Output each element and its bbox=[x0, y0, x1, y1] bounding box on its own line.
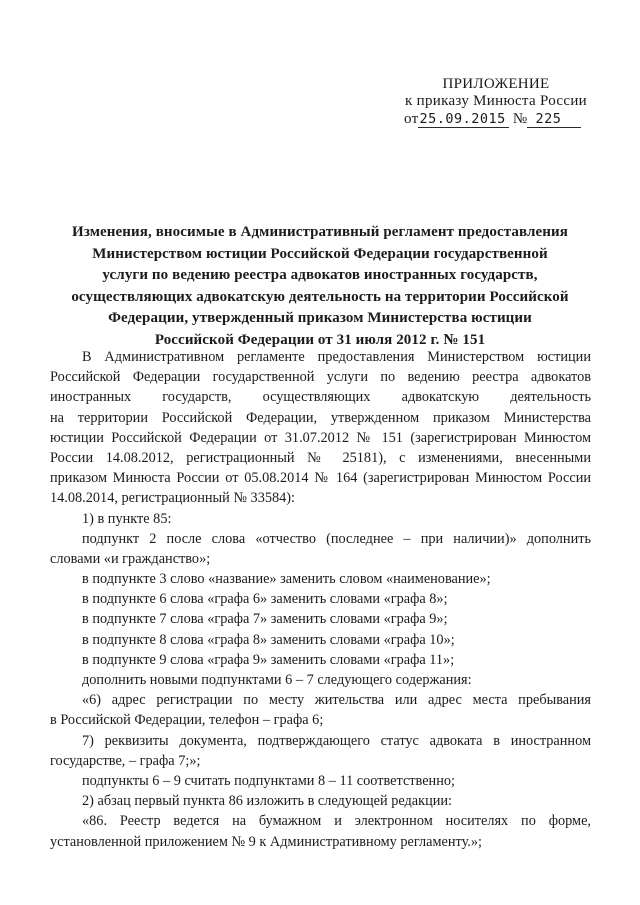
title-line: осуществляющих адвокатскую деятельность на территории Российской bbox=[71, 288, 569, 305]
body-line: Российской Федерации государственной услуги по ведению реестра адвокатов bbox=[50, 369, 591, 386]
body-line: «6) адрес регистрации по месту жительства или адрес места пребывания bbox=[82, 692, 591, 709]
annex-label: ПРИЛОЖЕНИЕ bbox=[442, 76, 550, 92]
body-line: 7) реквизиты документа, подтверждающего статус адвоката в иностранном bbox=[82, 732, 591, 749]
annex-order-line: к приказу Минюста России bbox=[405, 93, 587, 109]
body-line: 1) в пункте 85: bbox=[82, 510, 172, 527]
document-body bbox=[50, 347, 591, 852]
date-prefix: от bbox=[404, 111, 419, 127]
body-line: юстиции Российской Федерации от 31.07.2012 № 151 (зарегистрирован Минюстом bbox=[50, 429, 591, 446]
body-line: «86. Реестр ведется на бумажном и электронном носителях по форме, bbox=[82, 813, 591, 830]
number-value: 225 bbox=[527, 112, 581, 128]
title-line: услуги по ведению реестра адвокатов иностранных государств, bbox=[102, 267, 538, 284]
body-line: иностранных государств, осуществляющих адвокатскую деятельность bbox=[50, 389, 591, 406]
title-line: Российской Федерации от 31 июля 2012 г. № 151 bbox=[154, 331, 486, 348]
body-line: приказом Минюста России от 05.08.2014 № 164 (зарегистрирован Минюстом России bbox=[50, 470, 591, 487]
body-line: подпункты 6 – 9 считать подпунктами 8 – 11 соответственно; bbox=[82, 772, 455, 789]
title-line: Изменения, вносимые в Административный регламент предоставления bbox=[72, 224, 568, 240]
body-line: 14.08.2014, регистрационный № 33584): bbox=[50, 490, 296, 507]
body-line: дополнить новыми подпунктами 6 – 7 следующего содержания: bbox=[82, 672, 472, 688]
number-sign: № bbox=[512, 111, 528, 127]
title-line: Министерством юстиции Российской Федерации государственной bbox=[92, 245, 548, 262]
body-line: в подпункте 6 слова «графа 6» заменить словами «графа 8»; bbox=[82, 591, 448, 608]
body-line: 2) абзац первый пункта 86 изложить в следующей редакции: bbox=[82, 793, 453, 810]
title-line: Федерации, утвержденный приказом Министерства юстиции bbox=[108, 310, 532, 327]
body-line: в подпункте 9 слова «графа 9» заменить словами «графа 11»; bbox=[82, 651, 455, 668]
body-line: в Российской Федерации, телефон – графа 6; bbox=[50, 712, 324, 729]
body-line: в подпункте 7 слова «графа 7» заменить словами «графа 9»; bbox=[82, 611, 448, 628]
date-value: 25.09.2015 bbox=[418, 112, 508, 128]
body-line: подпункт 2 после слова «отчество (последнее – при наличии)» дополнить bbox=[82, 530, 591, 547]
body-line: в подпункте 8 слова «графа 8» заменить словами «графа 10»; bbox=[82, 631, 455, 648]
body-line: В Административном регламенте предоставления Министерством юстиции bbox=[82, 349, 591, 365]
annex-date-line bbox=[396, 111, 596, 128]
body-line: установленной приложением № 9 к Административному регламенту.»; bbox=[50, 833, 482, 850]
document-title bbox=[50, 222, 590, 352]
body-line: словами «и гражданство»; bbox=[50, 550, 211, 567]
body-line: России 14.08.2012, регистрационный № 25181), с изменениями, внесенными bbox=[50, 449, 591, 466]
body-line: государстве, – графа 7;»; bbox=[50, 752, 201, 769]
annex-header bbox=[396, 76, 596, 128]
body-line: в подпункте 3 слово «название» заменить словом «наименование»; bbox=[82, 571, 491, 588]
body-line: на территории Российской Федерации, утвержденном приказом Министерства bbox=[50, 409, 591, 426]
